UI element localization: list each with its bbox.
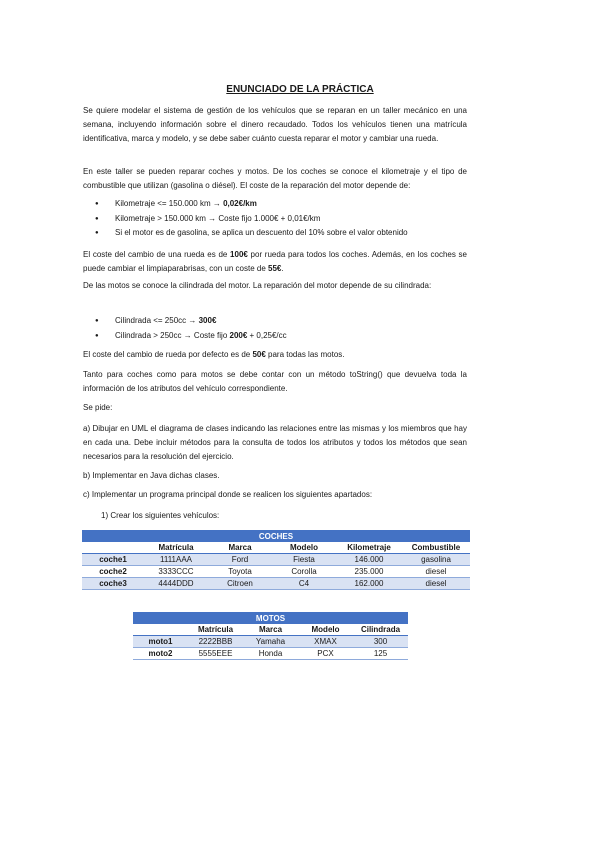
table-cell: diesel <box>402 578 470 590</box>
item-b-paragraph: b) Implementar en Java dichas clases. <box>83 471 220 480</box>
table-cell: 162.000 <box>336 578 402 590</box>
table-cell: 2222BBB <box>188 636 243 648</box>
table-cell: gasolina <box>402 554 470 566</box>
cars-intro-paragraph: En este taller se pueden reparar coches y motos. De los coches se conoce el kilometraje y el tipo de combustible que utilizan (gasolina o diésel). El coste de la reparación del motor depende de: <box>83 167 467 190</box>
row-label: coche3 <box>82 578 144 590</box>
row-label: moto1 <box>133 636 188 648</box>
car-bullet: ● Si el motor es de gasolina, se aplica un descuento del 10% sobre el valor obtenido <box>83 226 473 241</box>
table-header-row <box>133 624 408 636</box>
intro-paragraph: Se quiere modelar el sistema de gestión de los vehículos que se reparan en un taller mecánico en una semana, incluyendo información sobre el dinero recaudado. Todos los vehículos tienen una matrícula identificativa, marca y modelo, y se debe saber cuánto cuesta reparar el motor y cambiar una rueda. <box>83 106 467 143</box>
coches-caption: COCHES <box>82 530 470 542</box>
table-cell: Citroen <box>208 578 272 590</box>
column-header: Marca <box>243 624 298 636</box>
table-cell: 300 <box>353 636 408 648</box>
row-label: coche1 <box>82 554 144 566</box>
item-c-paragraph: c) Implementar un programa principal donde se realicen los siguientes apartados: <box>83 490 373 499</box>
table-row <box>133 636 408 648</box>
table-cell: Yamaha <box>243 636 298 648</box>
table-cell: 4444DDD <box>144 578 208 590</box>
table-cell: diesel <box>402 566 470 578</box>
item-a-paragraph: a) Dibujar en UML el diagrama de clases indicando las relaciones entre las mismas y los miembros que hay en cada una. Debe incluir métodos para la consulta de todos los atributos y todos los métodos que sean necesarios para la resolución del ejercicio. <box>83 424 467 461</box>
column-header: Modelo <box>298 624 353 636</box>
table-row <box>133 648 408 660</box>
coches-table <box>82 530 470 590</box>
table-cell: 3333CCC <box>144 566 208 578</box>
moto-repair-bullets <box>83 314 473 343</box>
column-header <box>82 542 144 554</box>
row-label: moto2 <box>133 648 188 660</box>
table-cell: PCX <box>298 648 353 660</box>
table-cell: Ford <box>208 554 272 566</box>
car-bullet: ● Kilometraje <= 150.000 km → 0,02€/km <box>83 197 473 212</box>
table-caption-row <box>82 530 470 542</box>
table-row <box>82 566 470 578</box>
column-header: Cilindrada <box>353 624 408 636</box>
motos-table <box>133 612 408 660</box>
car-repair-bullets <box>83 197 473 241</box>
table-cell: XMAX <box>298 636 353 648</box>
motos-caption: MOTOS <box>133 612 408 624</box>
table-row <box>82 578 470 590</box>
item-c1-label: 1) Crear los siguientes vehículos: <box>101 511 220 520</box>
table-cell: 235.000 <box>336 566 402 578</box>
table-caption-row <box>133 612 408 624</box>
se-pide-label: Se pide: <box>83 403 113 412</box>
column-header <box>133 624 188 636</box>
column-header: Marca <box>208 542 272 554</box>
row-label: coche2 <box>82 566 144 578</box>
column-header: Matrícula <box>144 542 208 554</box>
table-cell: Toyota <box>208 566 272 578</box>
table-header-row <box>82 542 470 554</box>
moto-bullet: ● Cilindrada <= 250cc → 300€ <box>83 314 473 329</box>
table-row <box>82 554 470 566</box>
column-header: Kilometraje <box>336 542 402 554</box>
table-cell: 1111AAA <box>144 554 208 566</box>
table-cell: Corolla <box>272 566 336 578</box>
moto-wheel-paragraph: El coste del cambio de rueda por defecto es de 50€ para todas las motos. <box>83 350 345 359</box>
document-title: ENUNCIADO DE LA PRÁCTICA <box>226 84 374 95</box>
column-header: Modelo <box>272 542 336 554</box>
car-bullet: ● Kilometraje > 150.000 km → Coste fijo 1.000€ + 0,01€/km <box>83 212 473 227</box>
table-cell: Honda <box>243 648 298 660</box>
table-cell: 125 <box>353 648 408 660</box>
car-wheel-paragraph: El coste del cambio de una rueda es de 100€ por rueda para todos los coches. Además, en los coches se puede cambiar el limpiaparabrisas, con un coste de 55€. <box>83 250 467 273</box>
column-header: Matrícula <box>188 624 243 636</box>
table-cell: Fiesta <box>272 554 336 566</box>
table-cell: 146.000 <box>336 554 402 566</box>
table-cell: C4 <box>272 578 336 590</box>
moto-bullet: ● Cilindrada > 250cc → Coste fijo 200€ + 0,25€/cc <box>83 329 473 344</box>
motos-intro-paragraph: De las motos se conoce la cilindrada del motor. La reparación del motor depende de su cilindrada: <box>83 281 432 290</box>
tostring-paragraph: Tanto para coches como para motos se debe contar con un método toString() que devuelva toda la información de los atributos del vehículo correspondiente. <box>83 370 467 393</box>
table-cell: 5555EEE <box>188 648 243 660</box>
column-header: Combustible <box>402 542 470 554</box>
